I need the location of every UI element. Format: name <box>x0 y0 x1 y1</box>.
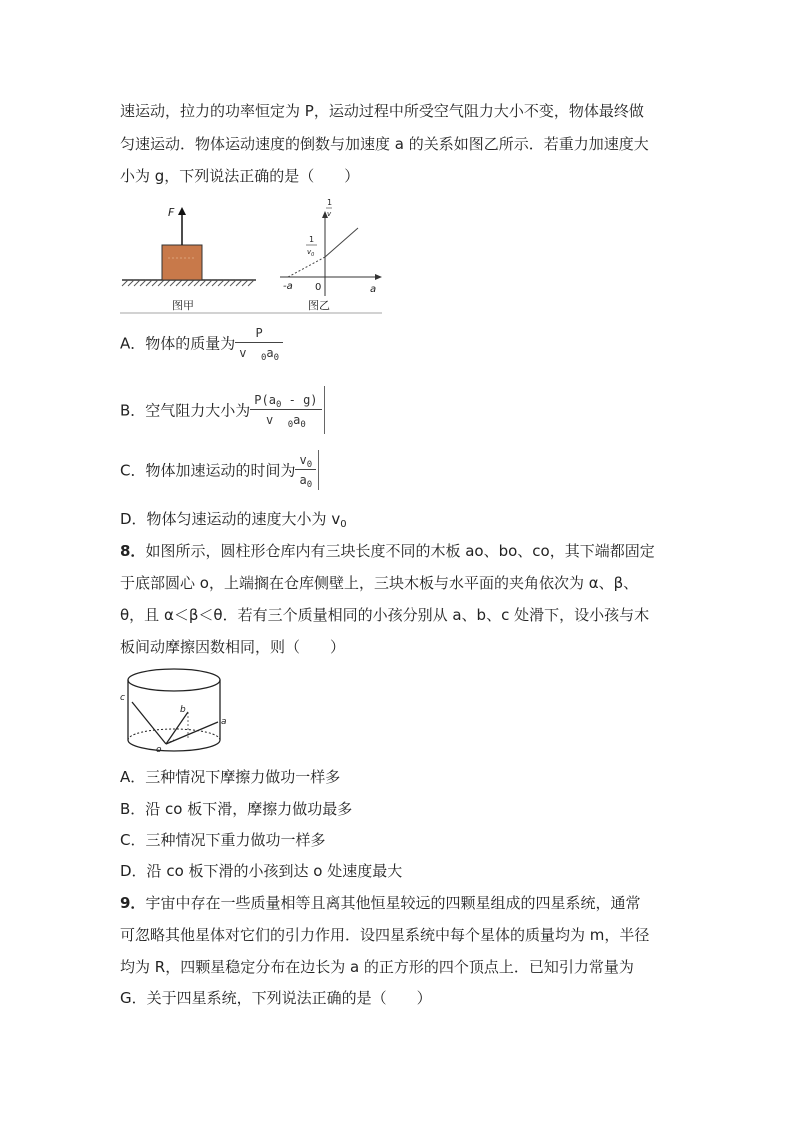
force-label: F <box>168 206 175 219</box>
option-c-fraction: $\frac{v_0}{a_0}$ <box>295 453 316 487</box>
q9-stem-line-4: G．关于四星系统，下列说法正确的是（ ） <box>120 989 432 1007</box>
q7-stem-line-2: 匀速运动．物体运动速度的倒数与加速度 a 的关系如图乙所示．若重力加速度大 <box>120 135 649 153</box>
block <box>162 245 202 280</box>
q8-number: 8． <box>120 542 146 560</box>
ground-hatching <box>122 280 254 286</box>
q9-number: 9． <box>120 894 146 912</box>
label-b: b <box>180 705 186 715</box>
q7-figure <box>118 196 388 316</box>
neg-a-label: -a <box>283 281 293 292</box>
cylinder-bottom-front <box>128 740 220 751</box>
q8-option-b: B．沿 co 板下滑，摩擦力做功最多 <box>120 800 353 818</box>
cylinder-bottom-back <box>128 729 220 740</box>
q8-stem-line-1: 8．如图所示，圆柱形仓库内有三块长度不同的木板 ao、bo、co，其下端都固定 <box>120 542 655 560</box>
q7-stem-line-1: 速运动，拉力的功率恒定为 P，运动过程中所受空气阻力大小不变，物体最终做 <box>120 102 644 120</box>
q9-stem-line-1: 9．宇宙中存在一些质量相等且离其他恒星较远的四颗星组成的四星系统，通常 <box>120 894 641 912</box>
q7-option-b: B．空气阻力大小为 $\frac{P(a_0 - g)}{v _0a_0}$ <box>120 386 325 434</box>
q8-stem-line-4: 板间动摩擦因数相同，则（ ） <box>120 638 346 656</box>
cylinder-top <box>128 669 220 691</box>
label-o: o <box>156 745 162 755</box>
x-axis-label: a <box>370 284 377 295</box>
label-c: c <box>120 693 125 703</box>
q7-option-a: A．物体的质量为 $\frac{P}{v _0a_0}$ <box>120 326 283 360</box>
q8-cylinder-figure <box>118 664 228 756</box>
q9-stem-line-3: 均为 R，四颗星稳定分布在边长为 a 的正方形的四个顶点上．已知引力常量为 <box>120 958 634 976</box>
label-a: a <box>221 717 227 727</box>
figure-jia-label: 图甲 <box>172 299 194 312</box>
q8-option-a: A．三种情况下摩擦力做功一样多 <box>120 768 341 786</box>
option-a-fraction: $\frac{P}{v _0a_0}$ <box>235 326 283 360</box>
option-b-fraction: $\frac{P(a_0 - g)}{v _0a_0}$ <box>250 393 321 427</box>
origin-label: 0 <box>315 282 322 293</box>
y-axis-label-den: v <box>327 210 332 218</box>
intercept-label-num: 1 <box>309 235 315 244</box>
q7-option-d: D．物体匀速运动的速度大小为 $v_0$ <box>120 510 347 530</box>
q8-stem-line-3: θ，且 α＜β＜θ．若有三个质量相同的小孩分别从 a、b、c 处滑下，设小孩与木 <box>120 606 650 624</box>
y-axis-label-num: 1 <box>327 198 333 207</box>
board-co <box>132 702 166 744</box>
figure-yi-label: 图乙 <box>308 299 330 312</box>
q8-stem-line-2: 于底部圆心 o，上端搁在仓库侧壁上，三块木板与水平面的夹角依次为 α、β、 <box>120 574 639 592</box>
q8-option-c: C．三种情况下重力做功一样多 <box>120 831 326 849</box>
intercept-label-den: $v_0$ <box>307 248 315 258</box>
q7-stem-line-3: 小为 g，下列说法正确的是（ ） <box>120 167 360 185</box>
graph-line-extension <box>288 257 325 277</box>
force-arrow-head <box>178 207 186 215</box>
q7-option-c: C．物体加速运动的时间为 $\frac{v_0}{a_0}$ <box>120 450 319 490</box>
q9-stem-line-2: 可忽略其他星体对它们的引力作用．设四星系统中每个星体的质量均为 m，半径 <box>120 926 650 944</box>
q8-option-d: D．沿 co 板下滑的小孩到达 o 处速度最大 <box>120 862 403 880</box>
graph-line <box>325 228 358 257</box>
